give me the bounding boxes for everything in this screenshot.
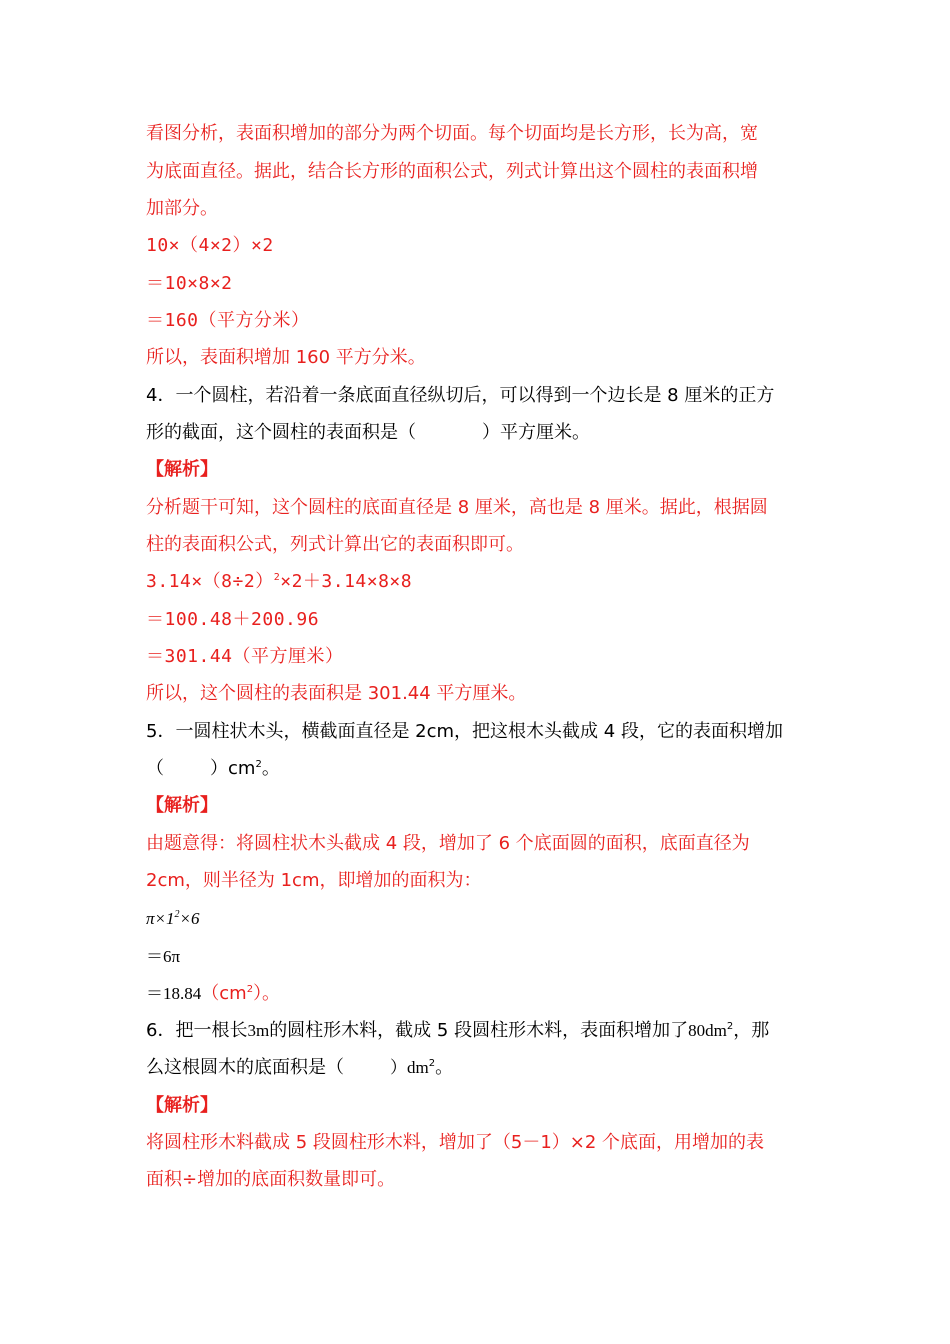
q6-text-part: ，那 xyxy=(733,1020,770,1041)
q5-calc-part: （cm xyxy=(201,983,247,1004)
q5-calc-line: ＝6π xyxy=(146,947,181,966)
q6-analysis-line: 将圆柱形木料截成 5 段圆柱形木料，增加了（5－1）×2 个底面，用增加的表 xyxy=(146,1132,765,1153)
q5-calc-part: ＝18.84 xyxy=(146,984,202,1003)
q6-text-part: 的圆柱形木料，截成 5 段圆柱形木料，表面积增加了 xyxy=(269,1020,689,1041)
q4-solution-heading: 【解析】 xyxy=(146,459,218,480)
q5-solution-heading: 【解析】 xyxy=(146,795,218,816)
q4-analysis-line: 分析题干可知，这个圆柱的底面直径是 8 厘米，高也是 8 厘米。据此，根据圆 xyxy=(146,497,768,518)
q6-text-line2 xyxy=(146,1055,453,1081)
q5-text-part: （ xyxy=(146,758,164,779)
exponent: 2 xyxy=(246,984,254,995)
q6-text-part: 6．把一根长 xyxy=(146,1020,248,1041)
exponent: 2 xyxy=(726,1021,734,1032)
q4-text-part: ）平方厘米。 xyxy=(482,422,590,443)
prev-analysis-line: 为底面直径。据此，结合长方形的面积公式，列式计算出这个圆柱的表面积增 xyxy=(146,161,758,182)
prev-analysis-line: 加部分。 xyxy=(146,198,218,219)
q5-calc-part: ×6 xyxy=(179,909,200,928)
q4-calc-line xyxy=(146,569,412,595)
q4-calc-line: ＝100.48＋200.96 xyxy=(146,609,320,630)
q6-text-part: 80dm xyxy=(688,1021,727,1040)
q5-text-line2 xyxy=(146,756,280,782)
prev-conclusion: 所以，表面积增加 160 平方分米。 xyxy=(146,347,426,368)
q6-solution-heading: 【解析】 xyxy=(146,1095,218,1116)
q4-analysis-line: 柱的表面积公式，列式计算出它的表面积即可。 xyxy=(146,534,524,555)
q6-analysis-line: 面积÷增加的底面积数量即可。 xyxy=(146,1169,396,1190)
q6-text-part: 3m xyxy=(247,1021,270,1040)
q4-text-line1: 4．一个圆柱，若沿着一条底面直径纵切后，可以得到一个边长是 8 厘米的正方 xyxy=(146,385,775,406)
q5-text-line1: 5．一圆柱状木头，横截面直径是 2cm，把这根木头截成 4 段，它的表面积增加 xyxy=(146,721,783,742)
q4-text-line2 xyxy=(146,420,590,446)
prev-calc-line: ＝160（平方分米） xyxy=(146,310,310,331)
q6-text-part: 。 xyxy=(435,1057,454,1078)
q5-calc-part: π×1 xyxy=(146,909,175,928)
q6-text-part: 么这根圆木的底面积是（ xyxy=(146,1057,344,1078)
q5-calc-part: ）。 xyxy=(253,983,281,1004)
q6-text-part: ）dm xyxy=(390,1058,429,1077)
q5-analysis-line: 由题意得：将圆柱状木头截成 4 段，增加了 6 个底面圆的面积，底面直径为 xyxy=(146,833,750,854)
q5-calc-line xyxy=(146,906,199,932)
prev-calc-line: ＝10×8×2 xyxy=(146,273,233,294)
q4-calc-part: ×2＋3.14×8×8 xyxy=(280,571,413,592)
q5-analysis-line: 2cm，则半径为 1cm，即增加的面积为： xyxy=(146,870,482,891)
exponent: 2 xyxy=(255,759,262,770)
exponent: 2 xyxy=(174,909,180,920)
q5-text-part: 。 xyxy=(261,758,280,779)
exponent: 2 xyxy=(428,1058,436,1069)
prev-analysis-line: 看图分析，表面积增加的部分为两个切面。每个切面均是长方形，长为高，宽 xyxy=(146,123,758,144)
q4-calc-line: ＝301.44（平方厘米） xyxy=(146,646,344,667)
prev-calc-line: 10×（4×2）×2 xyxy=(146,235,274,256)
exponent: 2 xyxy=(273,572,281,583)
q4-calc-part: 3.14×（8÷2） xyxy=(146,571,274,592)
q5-text-part: ）cm xyxy=(210,758,256,779)
q5-calc-line xyxy=(146,981,280,1007)
q4-conclusion: 所以，这个圆柱的表面积是 301.44 平方厘米。 xyxy=(146,683,527,704)
q4-text-part: 形的截面，这个圆柱的表面积是（ xyxy=(146,422,416,443)
q6-text-line1 xyxy=(146,1018,769,1044)
